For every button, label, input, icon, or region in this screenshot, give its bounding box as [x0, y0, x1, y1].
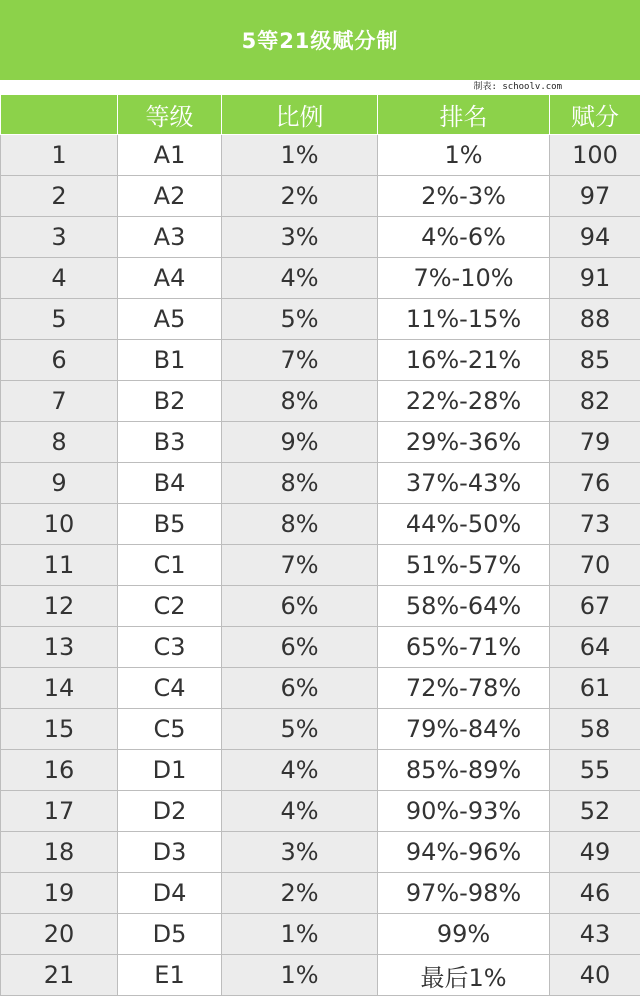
- cell-index: 1: [1, 135, 118, 176]
- table-row: [1, 668, 640, 709]
- table-row: [1, 709, 640, 750]
- cell-rank: 16%-21%: [378, 340, 550, 381]
- cell-ratio: 5%: [222, 299, 378, 340]
- table-row: [1, 586, 640, 627]
- table-row: [1, 627, 640, 668]
- cell-ratio: 4%: [222, 750, 378, 791]
- cell-score: 43: [550, 914, 640, 955]
- cell-rank: 94%-96%: [378, 832, 550, 873]
- cell-index: 13: [1, 627, 118, 668]
- cell-rank: 44%-50%: [378, 504, 550, 545]
- cell-score: 88: [550, 299, 640, 340]
- cell-rank: 97%-98%: [378, 873, 550, 914]
- cell-index: 19: [1, 873, 118, 914]
- table-row: [1, 955, 640, 996]
- header-grade: 等级: [118, 95, 222, 135]
- cell-score: 91: [550, 258, 640, 299]
- cell-index: 11: [1, 545, 118, 586]
- cell-grade: B5: [118, 504, 222, 545]
- cell-rank: 11%-15%: [378, 299, 550, 340]
- table-row: [1, 422, 640, 463]
- cell-grade: D5: [118, 914, 222, 955]
- cell-ratio: 7%: [222, 545, 378, 586]
- cell-grade: B1: [118, 340, 222, 381]
- cell-ratio: 1%: [222, 955, 378, 996]
- cell-grade: D4: [118, 873, 222, 914]
- header-ratio: 比例: [222, 95, 378, 135]
- cell-index: 17: [1, 791, 118, 832]
- cell-rank: 72%-78%: [378, 668, 550, 709]
- cell-rank: 最后1%: [378, 955, 550, 996]
- cell-ratio: 6%: [222, 586, 378, 627]
- cell-score: 100: [550, 135, 640, 176]
- score-table: [0, 94, 640, 996]
- cell-rank: 51%-57%: [378, 545, 550, 586]
- cell-index: 7: [1, 381, 118, 422]
- cell-grade: C3: [118, 627, 222, 668]
- table-row: [1, 299, 640, 340]
- cell-grade: A5: [118, 299, 222, 340]
- cell-ratio: 8%: [222, 463, 378, 504]
- cell-ratio: 2%: [222, 873, 378, 914]
- cell-index: 4: [1, 258, 118, 299]
- cell-score: 52: [550, 791, 640, 832]
- table-row: [1, 873, 640, 914]
- table-row: [1, 258, 640, 299]
- cell-grade: E1: [118, 955, 222, 996]
- credit-note: 制表: schoolv.com: [473, 82, 562, 92]
- table-row: [1, 381, 640, 422]
- cell-rank: 65%-71%: [378, 627, 550, 668]
- cell-ratio: 4%: [222, 258, 378, 299]
- cell-index: 10: [1, 504, 118, 545]
- cell-index: 16: [1, 750, 118, 791]
- table-row: [1, 463, 640, 504]
- cell-grade: D3: [118, 832, 222, 873]
- cell-index: 15: [1, 709, 118, 750]
- cell-ratio: 5%: [222, 709, 378, 750]
- cell-score: 70: [550, 545, 640, 586]
- cell-rank: 7%-10%: [378, 258, 550, 299]
- cell-index: 9: [1, 463, 118, 504]
- cell-index: 20: [1, 914, 118, 955]
- cell-ratio: 3%: [222, 217, 378, 258]
- cell-score: 97: [550, 176, 640, 217]
- table-row: [1, 340, 640, 381]
- header-index: [1, 95, 118, 135]
- cell-grade: C1: [118, 545, 222, 586]
- cell-ratio: 6%: [222, 668, 378, 709]
- cell-score: 40: [550, 955, 640, 996]
- cell-grade: A2: [118, 176, 222, 217]
- cell-grade: C5: [118, 709, 222, 750]
- cell-ratio: 8%: [222, 381, 378, 422]
- cell-rank: 1%: [378, 135, 550, 176]
- cell-score: 82: [550, 381, 640, 422]
- cell-ratio: 1%: [222, 914, 378, 955]
- cell-score: 55: [550, 750, 640, 791]
- cell-ratio: 3%: [222, 832, 378, 873]
- cell-ratio: 2%: [222, 176, 378, 217]
- table-row: [1, 750, 640, 791]
- cell-rank: 58%-64%: [378, 586, 550, 627]
- cell-score: 94: [550, 217, 640, 258]
- cell-rank: 2%-3%: [378, 176, 550, 217]
- table-row: [1, 217, 640, 258]
- cell-index: 3: [1, 217, 118, 258]
- cell-score: 79: [550, 422, 640, 463]
- cell-grade: B2: [118, 381, 222, 422]
- cell-index: 2: [1, 176, 118, 217]
- cell-ratio: 1%: [222, 135, 378, 176]
- table-row: [1, 176, 640, 217]
- header-rank: 排名: [378, 95, 550, 135]
- cell-score: 49: [550, 832, 640, 873]
- cell-score: 58: [550, 709, 640, 750]
- table-row: [1, 545, 640, 586]
- cell-grade: C4: [118, 668, 222, 709]
- cell-score: 76: [550, 463, 640, 504]
- table-row: [1, 832, 640, 873]
- cell-index: 8: [1, 422, 118, 463]
- cell-index: 18: [1, 832, 118, 873]
- cell-index: 12: [1, 586, 118, 627]
- cell-rank: 22%-28%: [378, 381, 550, 422]
- table-row: [1, 791, 640, 832]
- table-row: [1, 504, 640, 545]
- cell-score: 85: [550, 340, 640, 381]
- cell-index: 6: [1, 340, 118, 381]
- cell-ratio: 6%: [222, 627, 378, 668]
- cell-index: 5: [1, 299, 118, 340]
- cell-grade: D1: [118, 750, 222, 791]
- table-row: [1, 914, 640, 955]
- table-row: [1, 135, 640, 176]
- cell-grade: A1: [118, 135, 222, 176]
- cell-score: 73: [550, 504, 640, 545]
- cell-grade: D2: [118, 791, 222, 832]
- cell-ratio: 9%: [222, 422, 378, 463]
- cell-score: 64: [550, 627, 640, 668]
- cell-index: 21: [1, 955, 118, 996]
- cell-rank: 29%-36%: [378, 422, 550, 463]
- cell-rank: 4%-6%: [378, 217, 550, 258]
- cell-grade: A3: [118, 217, 222, 258]
- cell-grade: B3: [118, 422, 222, 463]
- table-body: [1, 135, 640, 996]
- cell-score: 46: [550, 873, 640, 914]
- header-score: 赋分: [550, 95, 640, 135]
- cell-grade: C2: [118, 586, 222, 627]
- cell-index: 14: [1, 668, 118, 709]
- cell-ratio: 8%: [222, 504, 378, 545]
- cell-score: 61: [550, 668, 640, 709]
- cell-rank: 99%: [378, 914, 550, 955]
- cell-rank: 37%-43%: [378, 463, 550, 504]
- cell-grade: B4: [118, 463, 222, 504]
- cell-grade: A4: [118, 258, 222, 299]
- cell-ratio: 7%: [222, 340, 378, 381]
- cell-rank: 79%-84%: [378, 709, 550, 750]
- cell-rank: 85%-89%: [378, 750, 550, 791]
- table-title: 5等21级赋分制: [0, 0, 640, 80]
- cell-rank: 90%-93%: [378, 791, 550, 832]
- cell-score: 67: [550, 586, 640, 627]
- header-row: [1, 95, 640, 135]
- cell-ratio: 4%: [222, 791, 378, 832]
